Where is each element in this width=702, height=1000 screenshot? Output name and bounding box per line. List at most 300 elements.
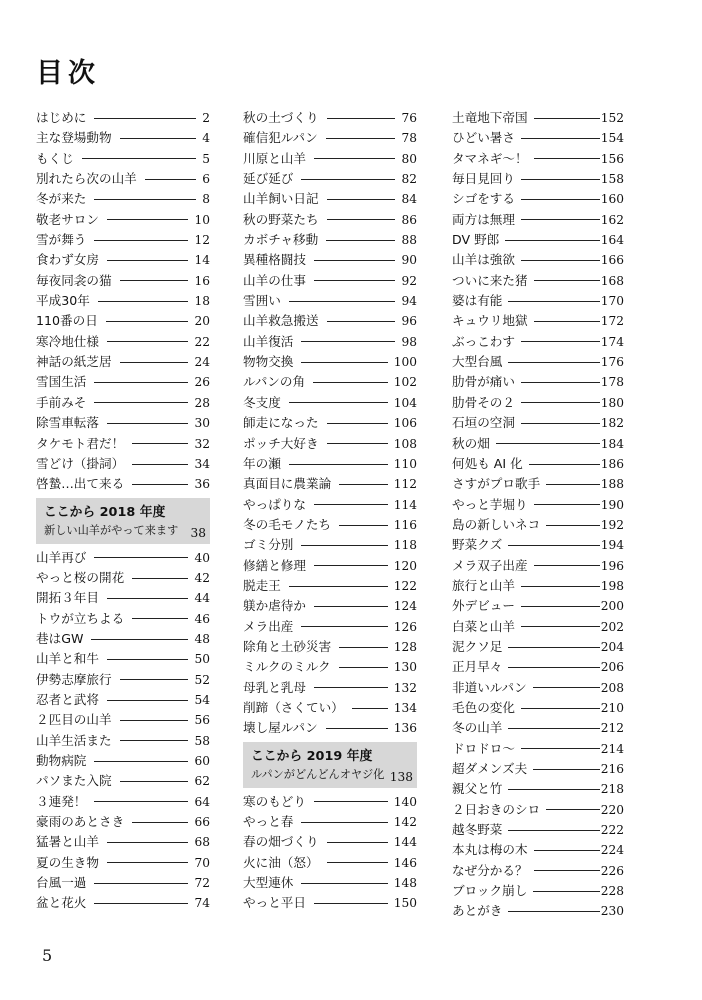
- toc-entry: [36, 548, 210, 568]
- toc-entry-page: 56: [194, 713, 210, 728]
- toc-entry-page: 116: [393, 517, 417, 532]
- toc-entry: [243, 332, 417, 352]
- toc-entry-title: 島の新しいネコ: [452, 516, 541, 532]
- toc-entry-title: 盆と花火: [36, 895, 87, 911]
- toc-entry-page: 142: [393, 815, 417, 829]
- leader-line: [313, 382, 388, 383]
- toc-entry-page: 200: [600, 599, 624, 614]
- toc-entry-title: 石垣の空洞: [452, 415, 515, 431]
- toc-entry-title: 山羊と和牛: [36, 651, 99, 667]
- toc-entry: [452, 576, 624, 596]
- toc-entry-page: 214: [600, 741, 624, 756]
- toc-entry: [243, 413, 417, 433]
- toc-entry-title: メラ出産: [243, 618, 294, 634]
- toc-entry-page: 202: [600, 619, 624, 634]
- leader-line: [339, 647, 388, 648]
- leader-line: [521, 260, 600, 261]
- toc-entry: [36, 588, 210, 608]
- toc-entry-title: 敬老サロン: [36, 211, 99, 227]
- leader-line: [521, 606, 600, 607]
- toc-entry-page: 92: [401, 273, 417, 288]
- toc-entry-page: 198: [600, 578, 624, 593]
- leader-line: [289, 301, 396, 302]
- leader-line: [120, 720, 189, 721]
- toc-entry-title: やっと春: [243, 814, 294, 829]
- toc-entry-title: なぜ分かる？: [452, 862, 528, 878]
- toc-entry-title: ひどい暑さ: [452, 130, 515, 146]
- toc-entry-page: 26: [194, 375, 210, 390]
- toc-entry-title: 啓蟄…出て来る: [36, 476, 125, 492]
- toc-entry-page: 42: [194, 570, 210, 585]
- toc-entry-title: 旅行と山羊: [452, 577, 515, 593]
- toc-entry: [36, 853, 210, 873]
- toc-entry: [36, 230, 210, 250]
- toc-entry-title: 火に油（怒）: [243, 854, 319, 870]
- toc-entry-title: 手前みそ: [36, 394, 87, 410]
- toc-entry-page: 68: [194, 835, 210, 850]
- toc-entry: [243, 812, 417, 832]
- toc-entry: [452, 210, 624, 230]
- toc-entry-title: ついに来た猪: [452, 272, 528, 288]
- toc-entry-page: 230: [600, 904, 624, 919]
- leader-line: [94, 118, 196, 119]
- toc-entry-page: 70: [194, 855, 210, 870]
- toc-entry-page: 228: [600, 884, 624, 899]
- leader-line: [508, 545, 599, 546]
- toc-entry-page: 170: [600, 294, 624, 309]
- leader-line: [521, 626, 600, 627]
- toc-entry-title: 両方は無理: [452, 211, 515, 227]
- toc-entry-page: 66: [194, 815, 210, 829]
- leader-line: [327, 219, 396, 220]
- toc-entry-page: 20: [194, 314, 210, 329]
- toc-entry-page: 52: [194, 672, 210, 687]
- toc-entry-page: 86: [401, 212, 417, 227]
- toc-entry: [36, 413, 210, 433]
- toc-entry-title: ３連発！: [36, 793, 87, 809]
- toc-entry: [36, 169, 210, 189]
- leader-line: [534, 565, 600, 566]
- section-page: 38: [190, 525, 206, 540]
- toc-entry-title: 夏の生き物: [36, 854, 99, 870]
- leader-line: [326, 240, 395, 241]
- leader-line: [145, 179, 196, 180]
- toc-entry-page: 218: [600, 782, 624, 797]
- toc-entry-title: キュウリ地獄: [452, 313, 528, 329]
- toc-entry-page: 204: [600, 639, 624, 654]
- toc-entry-page: 166: [600, 253, 624, 268]
- toc-entry: [243, 128, 417, 148]
- toc-entry-title: 平成30年: [36, 293, 90, 309]
- toc-entry: [452, 169, 624, 189]
- toc-entry: [36, 291, 210, 311]
- toc-entry-page: 224: [600, 843, 624, 858]
- toc-entry-page: 72: [194, 876, 210, 891]
- toc-entry-page: 106: [393, 416, 417, 431]
- toc-entry: [243, 434, 417, 454]
- leader-line: [107, 842, 189, 843]
- leader-line: [314, 903, 388, 904]
- toc-entry-page: 182: [600, 416, 624, 431]
- toc-entry-page: 216: [600, 762, 624, 776]
- toc-entry: [452, 861, 624, 881]
- toc-entry: [243, 291, 417, 311]
- toc-entry: [36, 271, 210, 291]
- toc-entry: [452, 779, 624, 799]
- leader-line: [91, 639, 188, 640]
- leader-line: [352, 708, 388, 709]
- toc-entry-page: 206: [600, 660, 624, 675]
- toc-entry: [243, 169, 417, 189]
- leader-line: [534, 504, 600, 505]
- toc-entry-page: 12: [194, 233, 210, 248]
- leader-line: [301, 626, 387, 627]
- toc-entry-page: 102: [393, 375, 417, 390]
- toc-entry-page: 212: [600, 721, 624, 736]
- toc-entry-page: 176: [600, 355, 624, 370]
- toc-entry: [243, 189, 417, 209]
- toc-entry-title: 食わず女房: [36, 252, 99, 268]
- leader-line: [120, 679, 189, 680]
- toc-entry-title: やっぱりな: [243, 496, 306, 512]
- toc-entry: [36, 812, 210, 832]
- section-heading: ここから 2019 年度: [251, 748, 373, 764]
- toc-entry: [36, 210, 210, 230]
- toc-entry: [452, 250, 624, 270]
- leader-line: [98, 301, 189, 302]
- toc-entry: [243, 853, 417, 873]
- leader-line: [508, 301, 599, 302]
- toc-entry-page: 162: [600, 212, 624, 227]
- toc-entry-page: 94: [401, 294, 417, 309]
- toc-entry-page: 24: [194, 355, 210, 370]
- leader-line: [107, 659, 189, 660]
- toc-entry-page: 136: [393, 721, 417, 736]
- leader-line: [132, 443, 188, 444]
- leader-line: [533, 769, 600, 770]
- toc-entry: [452, 495, 624, 515]
- leader-line: [132, 822, 188, 823]
- toc-entry: [36, 832, 210, 852]
- toc-entry-title: 母乳と乳母: [243, 679, 306, 695]
- toc-entry-page: 6: [202, 172, 210, 187]
- toc-entry-page: 122: [393, 578, 417, 593]
- leader-line: [521, 199, 600, 200]
- toc-entry: [452, 759, 624, 779]
- leader-line: [301, 545, 387, 546]
- leader-line: [521, 586, 600, 587]
- toc-entry-title: 真面目に農業論: [243, 476, 332, 492]
- toc-entry-page: 186: [600, 456, 624, 471]
- toc-entry-title: 物物交換: [243, 354, 294, 370]
- toc-entry: [36, 670, 210, 690]
- leader-line: [521, 748, 600, 749]
- toc-entry-title: 冬の毛モノたち: [243, 516, 332, 532]
- toc-entry: [452, 901, 624, 921]
- toc-entry: [452, 800, 624, 820]
- toc-entry-title: 伊勢志摩旅行: [36, 671, 112, 687]
- toc-entry: [36, 149, 210, 169]
- toc-entry-page: 190: [600, 497, 624, 512]
- toc-entry: [36, 434, 210, 454]
- leader-line: [94, 883, 188, 884]
- leader-line: [534, 118, 600, 119]
- toc-entry: [243, 250, 417, 270]
- toc-entry-title: 毎日見回り: [452, 171, 515, 187]
- toc-entry: [452, 413, 624, 433]
- leader-line: [339, 667, 388, 668]
- toc-entry-title: やっと平日: [243, 895, 306, 911]
- leader-line: [82, 158, 196, 159]
- toc-entry: [36, 893, 210, 913]
- toc-entry: [36, 690, 210, 710]
- toc-entry-title: 壊し屋ルパン: [243, 720, 318, 736]
- leader-line: [521, 708, 600, 709]
- toc-entry-page: 118: [393, 538, 417, 553]
- toc-entry-title: 雪が舞う: [36, 232, 87, 248]
- toc-entry-page: 36: [194, 477, 210, 492]
- toc-entry-page: 16: [194, 273, 210, 288]
- toc-entry-title: 削蹄（さくてい）: [243, 699, 344, 715]
- toc-entry: [36, 454, 210, 474]
- toc-entry-title: 年の瀬: [243, 455, 281, 471]
- toc-entry-page: 140: [393, 794, 417, 809]
- leader-line: [534, 321, 600, 322]
- toc-entry: [452, 698, 624, 718]
- toc-entry-title: カボチャ移動: [243, 232, 319, 248]
- leader-line: [301, 883, 387, 884]
- toc-entry-page: 2: [202, 111, 210, 125]
- toc-entry-title: 山羊の仕事: [243, 272, 306, 288]
- leader-line: [132, 484, 188, 485]
- toc-entry-title: 除角と土砂災害: [243, 638, 332, 654]
- toc-column-3: [452, 108, 624, 922]
- toc-entry: [452, 515, 624, 535]
- toc-entry: [243, 474, 417, 494]
- leader-line: [301, 341, 395, 342]
- leader-line: [521, 219, 600, 220]
- toc-entry-title: ミルクのミルク: [243, 659, 331, 675]
- leader-line: [327, 199, 396, 200]
- leader-line: [301, 362, 387, 363]
- toc-entry: [452, 271, 624, 291]
- toc-entry: [36, 710, 210, 730]
- toc-entry: [243, 352, 417, 372]
- toc-entry-title: 山羊救急搬送: [243, 313, 319, 329]
- toc-entry-page: 226: [600, 863, 624, 878]
- leader-line: [521, 382, 600, 383]
- toc-entry-page: 14: [194, 253, 210, 268]
- toc-entry-title: 修繕と修理: [243, 557, 306, 573]
- toc-entry: [243, 556, 417, 576]
- toc-entry-title: 110番の日: [36, 313, 98, 329]
- toc-entry-title: 寒のもどり: [243, 793, 306, 809]
- toc-entry-title: 師走になった: [243, 415, 319, 431]
- toc-entry: [36, 649, 210, 669]
- toc-entry-page: 82: [401, 172, 417, 187]
- toc-entry-title: やっと桜の開花: [36, 569, 125, 585]
- leader-line: [533, 891, 599, 892]
- leader-line: [508, 362, 599, 363]
- leader-line: [508, 667, 599, 668]
- toc-entry-page: 194: [600, 538, 624, 553]
- toc-entry-title: メラ双子出産: [452, 557, 528, 573]
- toc-entry-page: 150: [393, 896, 417, 911]
- toc-entry: [452, 189, 624, 209]
- leader-line: [521, 402, 600, 403]
- leader-line: [534, 850, 600, 851]
- toc-entry: [243, 108, 417, 128]
- leader-line: [94, 801, 188, 802]
- toc-entry-title: ルパンの角: [243, 374, 306, 390]
- toc-entry: [452, 352, 624, 372]
- toc-entry-page: 158: [600, 172, 624, 187]
- leader-line: [534, 870, 600, 871]
- toc-entry: [452, 332, 624, 352]
- toc-entry-page: 80: [401, 151, 417, 166]
- leader-line: [314, 565, 388, 566]
- toc-entry: [36, 311, 210, 331]
- toc-entry-title: 超ダメンズ夫: [452, 761, 528, 776]
- toc-entry-page: 126: [393, 619, 417, 634]
- leader-line: [508, 647, 599, 648]
- toc-entry-page: 64: [194, 794, 210, 809]
- toc-entry-title: 確信犯ルパン: [243, 130, 318, 146]
- leader-line: [94, 557, 188, 558]
- leader-line: [508, 830, 599, 831]
- toc-entry: [243, 230, 417, 250]
- toc-list: [452, 108, 624, 922]
- section-heading: ここから 2018 年度: [44, 504, 166, 520]
- toc-entry: [452, 637, 624, 657]
- leader-line: [132, 618, 188, 619]
- leader-line: [94, 240, 188, 241]
- toc-entry-title: 肋骨が痛い: [452, 374, 515, 390]
- toc-entry: [243, 495, 417, 515]
- toc-entry-title: 動物病院: [36, 752, 87, 768]
- toc-entry-page: 146: [393, 855, 417, 870]
- toc-entry: [243, 792, 417, 812]
- leader-line: [120, 362, 189, 363]
- toc-entry-page: 192: [600, 517, 624, 532]
- toc-entry: [36, 609, 210, 629]
- toc-entry-title: 山羊飼い日記: [243, 191, 319, 207]
- toc-list: [243, 108, 417, 739]
- leader-line: [314, 606, 388, 607]
- leader-line: [534, 280, 600, 281]
- leader-line: [327, 423, 388, 424]
- toc-entry: [452, 556, 624, 576]
- toc-entry-page: 76: [401, 111, 417, 125]
- toc-entry-title: 山羊復活: [243, 333, 294, 349]
- toc-entry: [452, 291, 624, 311]
- toc-entry: [452, 739, 624, 759]
- toc-entry: [452, 820, 624, 840]
- toc-entry: [36, 128, 210, 148]
- leader-line: [120, 781, 189, 782]
- toc-entry: [243, 893, 417, 913]
- toc-entry-title: 正月早々: [452, 659, 503, 675]
- toc-entry: [452, 454, 624, 474]
- toc-entry-page: 134: [393, 700, 417, 715]
- toc-entry-title: トウが立ちよる: [36, 610, 125, 626]
- leader-line: [533, 687, 600, 688]
- toc-entry-page: 110: [393, 456, 417, 471]
- toc-entry: [36, 372, 210, 392]
- toc-entry-page: 100: [393, 355, 417, 370]
- leader-line: [132, 578, 188, 579]
- leader-line: [508, 728, 599, 729]
- toc-entry-title: 雪どけ（掛詞）: [36, 455, 125, 471]
- toc-entry: [36, 873, 210, 893]
- toc-entry: [36, 751, 210, 771]
- leader-line: [546, 525, 600, 526]
- toc-entry-title: 外デビュー: [452, 598, 515, 614]
- toc-entry-title: 冬支度: [243, 394, 281, 410]
- toc-entry-page: 178: [600, 375, 624, 390]
- toc-entry-title: さすがプロ歌手: [452, 476, 541, 492]
- section-subtitle: ルパンがどんどんオヤジ化: [251, 767, 385, 781]
- toc-entry-title: DV 野郎: [452, 232, 500, 248]
- leader-line: [314, 158, 396, 159]
- leader-line: [94, 382, 188, 383]
- toc-entry-page: 50: [194, 652, 210, 667]
- toc-entry-page: 184: [600, 436, 624, 451]
- toc-entry-title: ブロック崩し: [452, 883, 528, 899]
- toc-entry-page: 112: [393, 477, 417, 492]
- toc-entry: [243, 535, 417, 555]
- toc-entry-page: 60: [194, 753, 210, 768]
- toc-entry-page: 28: [194, 395, 210, 410]
- toc-entry-page: 62: [194, 774, 210, 789]
- leader-line: [107, 260, 189, 261]
- toc-entry-page: 88: [401, 233, 417, 248]
- toc-entry-title: 猛暑と山羊: [36, 834, 99, 850]
- toc-entry-page: 34: [194, 456, 210, 471]
- toc-list: [36, 548, 210, 914]
- toc-entry-title: 肋骨その２: [452, 394, 515, 410]
- toc-entry-page: 148: [393, 876, 417, 891]
- toc-entry: [243, 617, 417, 637]
- section-page: 138: [389, 769, 413, 784]
- leader-line: [107, 219, 189, 220]
- leader-line: [546, 809, 600, 810]
- toc-list: [243, 792, 417, 914]
- toc-entry-title: 婆は有能: [452, 293, 503, 309]
- toc-entry-page: 96: [401, 314, 417, 329]
- toc-entry-title: 春の畑づくり: [243, 834, 319, 850]
- toc-entry-page: 114: [393, 497, 417, 512]
- toc-entry-page: 104: [393, 395, 417, 410]
- toc-entry: [243, 372, 417, 392]
- toc-list: [36, 108, 210, 495]
- toc-entry-title: ２日おきのシロ: [452, 801, 541, 817]
- leader-line: [107, 598, 189, 599]
- toc-entry-page: 132: [393, 680, 417, 695]
- toc-entry-page: 8: [202, 192, 210, 207]
- toc-entry-title: 山羊再び: [36, 549, 87, 565]
- toc-entry-title: タケモト君だ！: [36, 435, 125, 451]
- toc-entry: [452, 434, 624, 454]
- toc-entry-title: 本丸は梅の木: [452, 842, 528, 858]
- toc-entry: [452, 474, 624, 494]
- toc-entry-title: 何処も AI 化: [452, 455, 523, 471]
- toc-entry-page: 156: [600, 151, 624, 166]
- page-number: 5: [42, 946, 53, 965]
- toc-entry: [243, 311, 417, 331]
- toc-entry-title: はじめに: [36, 110, 87, 125]
- toc-entry-title: 非道いルパン: [452, 679, 527, 695]
